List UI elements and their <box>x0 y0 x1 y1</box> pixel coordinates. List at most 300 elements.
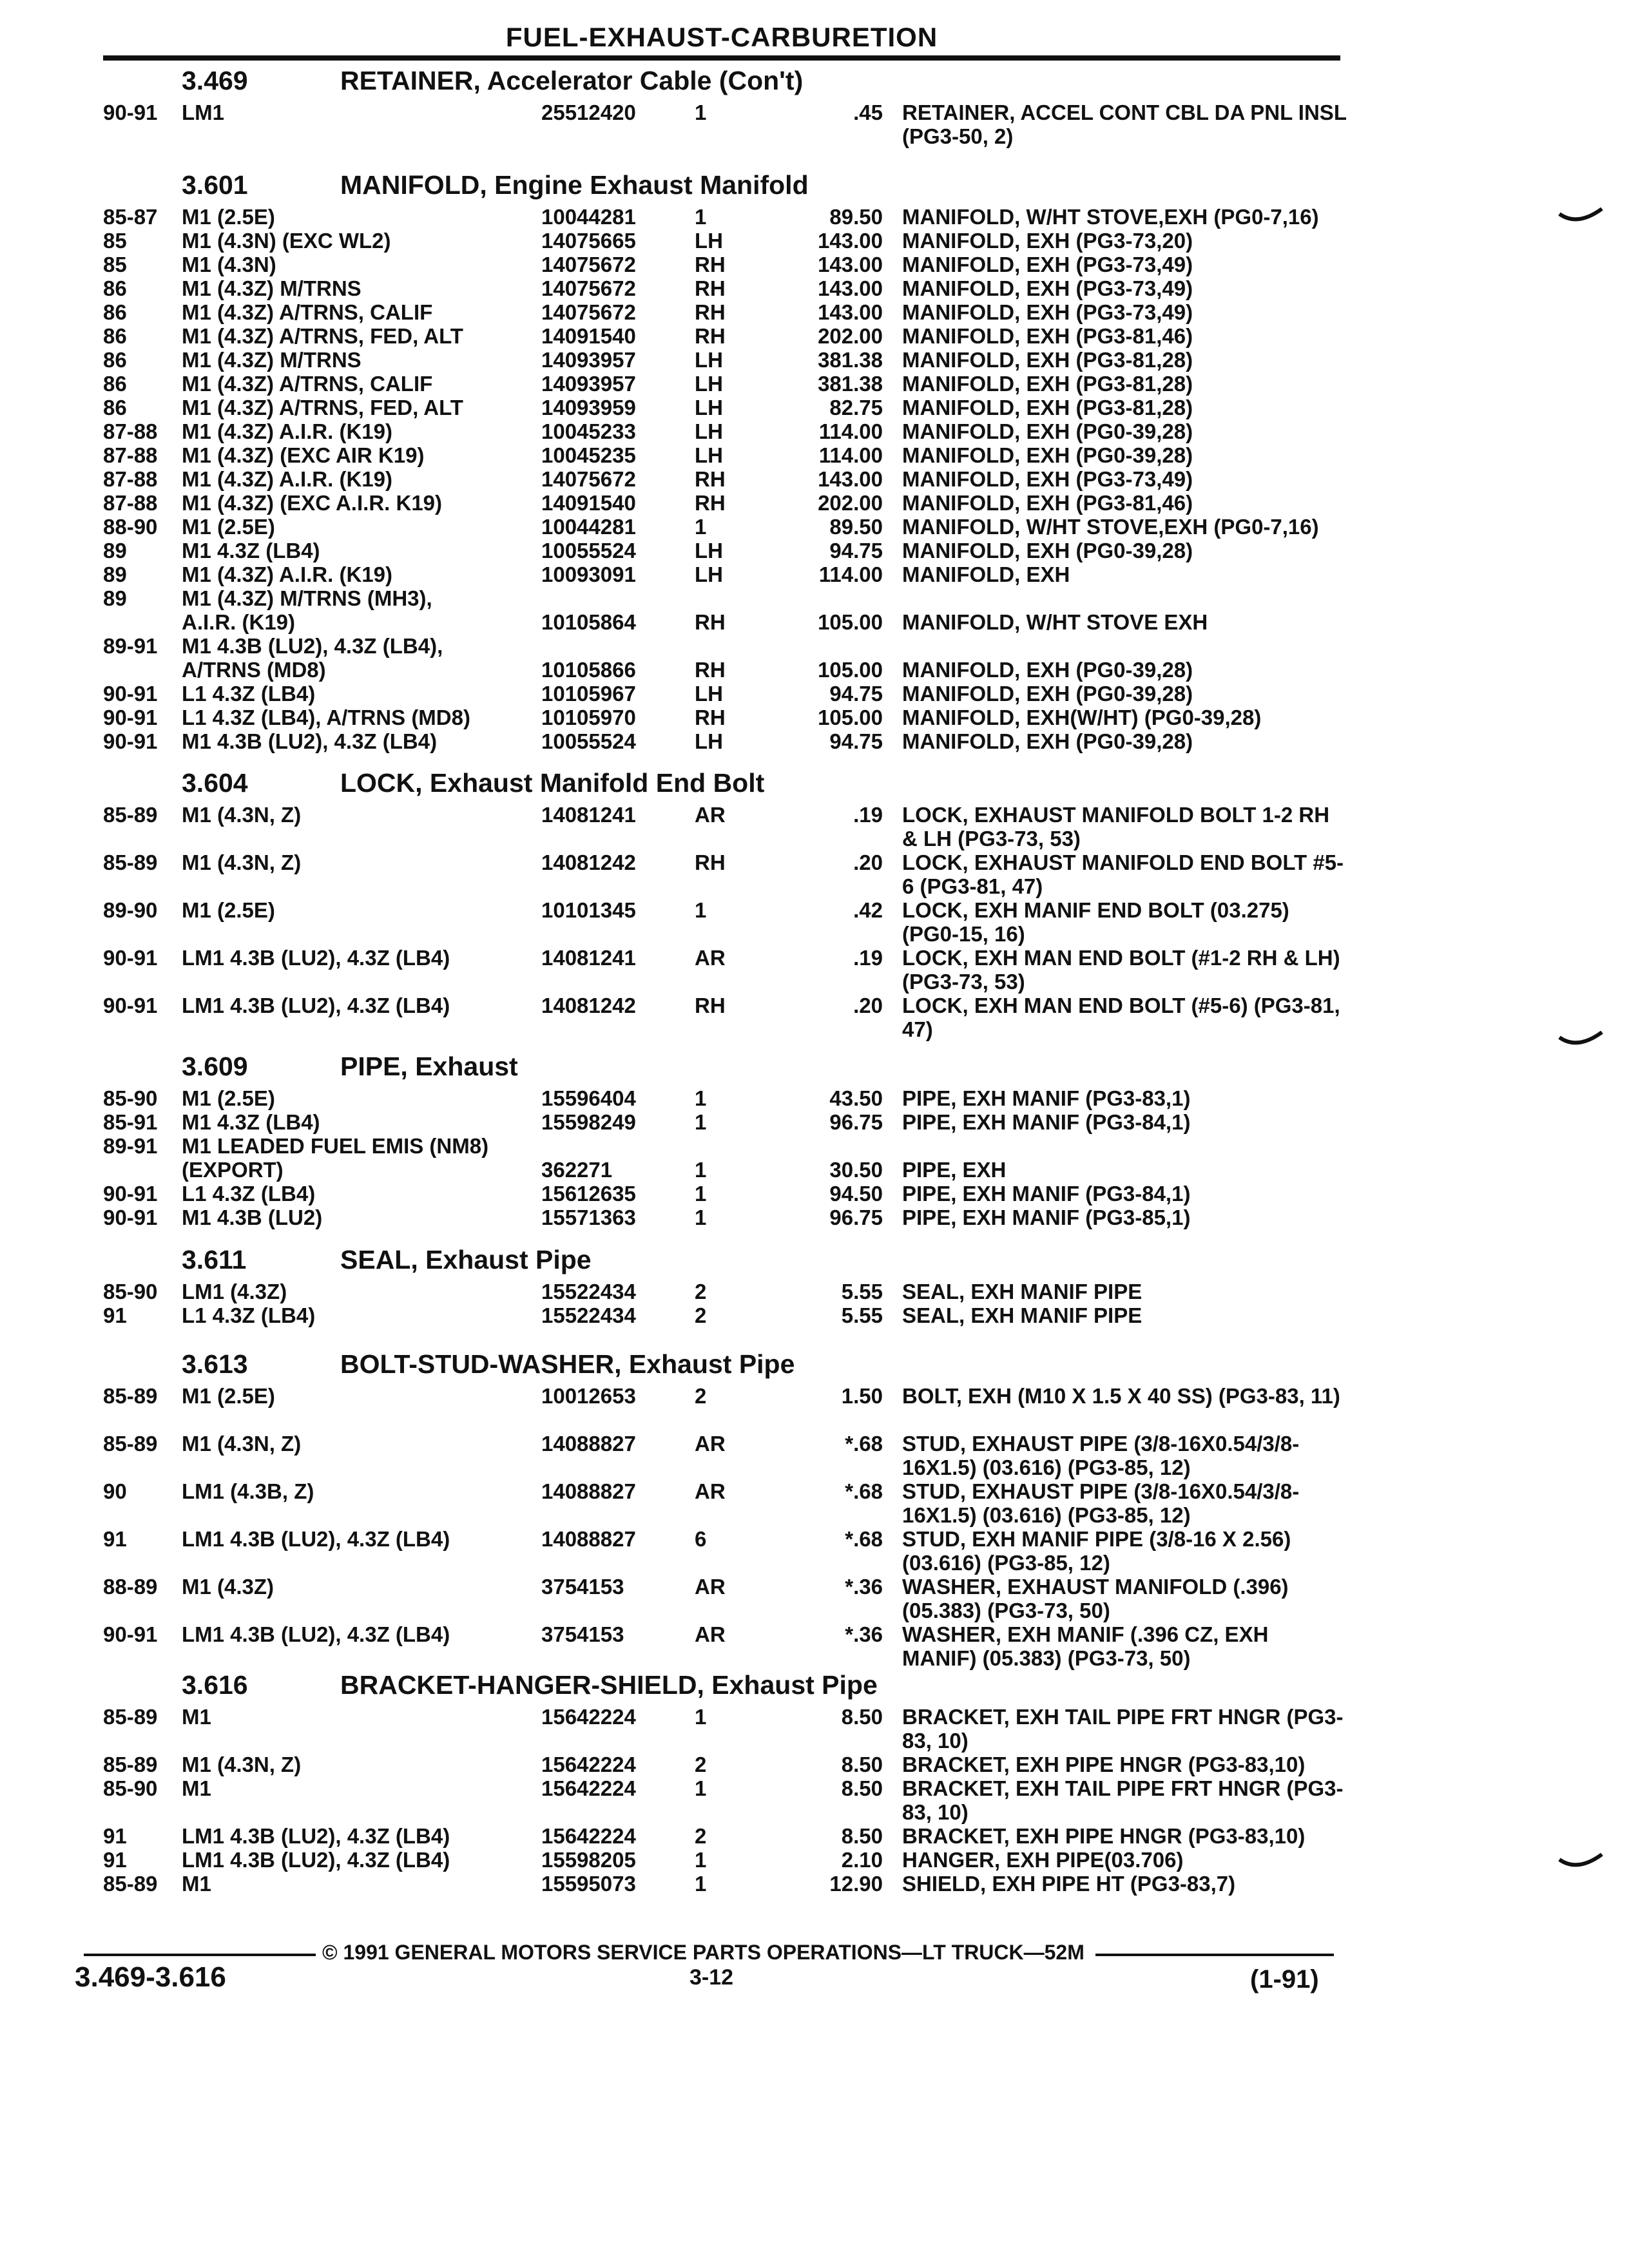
section-3-609 <box>103 1050 1347 1229</box>
quantity: AR <box>695 1479 726 1503</box>
model-application: M1 (4.3N, Z) <box>182 803 302 827</box>
part-row <box>103 205 1347 229</box>
price: .20 <box>853 994 883 1017</box>
part-number: 3754153 <box>541 1575 624 1599</box>
quantity: AR <box>695 1432 726 1456</box>
part-number: 10012653 <box>541 1384 636 1408</box>
model-application: M1 (4.3Z) M/TRNS (MH3), <box>182 586 432 610</box>
price: *.68 <box>845 1432 883 1456</box>
part-number: 14088827 <box>541 1479 636 1503</box>
model-years: 89-90 <box>103 898 158 922</box>
model-application: M1 (4.3N) <box>182 253 276 276</box>
price: *.68 <box>845 1479 883 1503</box>
price: 143.00 <box>818 229 883 253</box>
part-number: 15596404 <box>541 1086 636 1110</box>
price: 8.50 <box>841 1753 883 1776</box>
price: 202.00 <box>818 324 883 348</box>
section-3-616 <box>103 1669 1347 1896</box>
model-years: 85-87 <box>103 205 158 229</box>
price: 202.00 <box>818 491 883 515</box>
part-description: HANGER, EXH PIPE(03.706) <box>902 1848 1184 1872</box>
part-description: PIPE, EXH MANIF (PG3-84,1) <box>902 1110 1191 1134</box>
section-number: 3.613 <box>182 1349 248 1379</box>
quantity: RH <box>695 253 726 276</box>
quantity: 1 <box>695 898 707 922</box>
part-row <box>103 348 1347 372</box>
quantity: RH <box>695 467 726 491</box>
model-application: M1 4.3B (LU2) <box>182 1206 323 1229</box>
quantity: RH <box>695 300 726 324</box>
part-description: PIPE, EXH MANIF (PG3-83,1) <box>902 1086 1191 1110</box>
model-years: 90-91 <box>103 729 158 753</box>
part-number: 14093957 <box>541 348 636 372</box>
part-description: MANIFOLD, W/HT STOVE,EXH (PG0-7,16) <box>902 205 1319 229</box>
part-number: 10105970 <box>541 706 636 729</box>
part-description: LOCK, EXH MAN END BOLT (#1-2 RH & LH) (PG3-73, 53) <box>902 946 1340 994</box>
part-description: MANIFOLD, EXH (PG3-73,20) <box>902 229 1193 253</box>
part-number: 14075672 <box>541 253 636 276</box>
part-row <box>103 1432 1347 1479</box>
part-description: LOCK, EXHAUST MANIFOLD END BOLT #5-6 (PG3-81, 47) <box>902 850 1344 898</box>
section-number: 3.469 <box>182 66 248 95</box>
price: 30.50 <box>829 1158 883 1182</box>
part-row <box>103 1110 1347 1134</box>
part-description: MANIFOLD, EXH (PG3-81,28) <box>902 396 1193 419</box>
quantity: 1 <box>695 1086 707 1110</box>
part-description: MANIFOLD, EXH (PG3-81,28) <box>902 348 1193 372</box>
section-heading <box>103 64 1347 101</box>
quantity: RH <box>695 610 726 634</box>
model-application: M1 (4.3Z) A/TRNS, CALIF <box>182 372 433 396</box>
section-number: 3.616 <box>182 1670 248 1700</box>
part-number: 14075672 <box>541 276 636 300</box>
part-row <box>103 610 1347 634</box>
model-application: M1 <box>182 1872 211 1896</box>
part-row <box>103 1280 1347 1303</box>
part-number: 14075672 <box>541 300 636 324</box>
part-description: PIPE, EXH MANIF (PG3-84,1) <box>902 1182 1191 1206</box>
model-years: 88-90 <box>103 515 158 539</box>
model-years: 86 <box>103 372 127 396</box>
quantity: AR <box>695 803 726 827</box>
part-row <box>103 898 1347 946</box>
model-years: 86 <box>103 276 127 300</box>
quantity: 2 <box>695 1753 707 1776</box>
part-number: 10105967 <box>541 682 636 706</box>
footer-rule-right <box>1095 1954 1334 1956</box>
part-row <box>103 658 1347 682</box>
price: *.36 <box>845 1622 883 1646</box>
part-row <box>103 443 1347 467</box>
quantity: RH <box>695 276 726 300</box>
part-description: MANIFOLD, W/HT STOVE EXH <box>902 610 1208 634</box>
model-years: 89 <box>103 586 127 610</box>
quantity: RH <box>695 324 726 348</box>
part-row <box>103 1622 1347 1670</box>
model-years: 90-91 <box>103 1206 158 1229</box>
part-number: 15595073 <box>541 1872 636 1896</box>
price: 2.10 <box>841 1848 883 1872</box>
quantity: LH <box>695 396 723 419</box>
section-title: MANIFOLD, Engine Exhaust Manifold <box>340 170 809 200</box>
price: 105.00 <box>818 658 883 682</box>
section-title: LOCK, Exhaust Manifold End Bolt <box>340 768 765 798</box>
price: 94.50 <box>829 1182 883 1206</box>
price: 8.50 <box>841 1776 883 1800</box>
model-application: M1 (4.3Z) A.I.R. (K19) <box>182 562 392 586</box>
price: 82.75 <box>829 396 883 419</box>
part-row <box>103 1158 1347 1182</box>
model-application: M1 (4.3Z) A.I.R. (K19) <box>182 419 392 443</box>
quantity: 1 <box>695 515 707 539</box>
part-description: MANIFOLD, EXH (PG0-39,28) <box>902 419 1193 443</box>
part-number: 15522434 <box>541 1303 636 1327</box>
price: 143.00 <box>818 276 883 300</box>
quantity: 2 <box>695 1384 707 1408</box>
part-number: 14093957 <box>541 372 636 396</box>
price: 89.50 <box>829 205 883 229</box>
section-number: 3.611 <box>182 1245 247 1274</box>
part-number: 14088827 <box>541 1432 636 1456</box>
model-years: 85-89 <box>103 1753 158 1776</box>
model-years: 89-91 <box>103 634 158 658</box>
model-application: LM1 <box>182 101 224 124</box>
model-years: 90-91 <box>103 1622 158 1646</box>
quantity: RH <box>695 491 726 515</box>
check-mark-icon <box>1558 207 1603 223</box>
part-description: BRACKET, EXH TAIL PIPE FRT HNGR (PG3-83, 10) <box>902 1705 1344 1753</box>
price: 381.38 <box>818 372 883 396</box>
part-number: 15598205 <box>541 1848 636 1872</box>
part-row <box>103 706 1347 729</box>
part-description: LOCK, EXHAUST MANIFOLD BOLT 1-2 RH & LH (PG3-73, 53) <box>902 803 1330 850</box>
quantity: LH <box>695 443 723 467</box>
section-heading <box>103 1050 1347 1086</box>
quantity: 1 <box>695 1158 707 1182</box>
footer-section-range: 3.469-3.616 <box>75 1961 226 1993</box>
part-row <box>103 101 1347 148</box>
model-application: L1 4.3Z (LB4), A/TRNS (MD8) <box>182 706 470 729</box>
quantity: 1 <box>695 1872 707 1896</box>
model-years: 86 <box>103 300 127 324</box>
price: 143.00 <box>818 467 883 491</box>
model-application: LM1 4.3B (LU2), 4.3Z (LB4) <box>182 1824 450 1848</box>
model-years: 85-89 <box>103 803 158 827</box>
model-application: M1 (2.5E) <box>182 205 275 229</box>
model-years: 87-88 <box>103 443 158 467</box>
quantity: 1 <box>695 1705 707 1729</box>
part-number: 14088827 <box>541 1527 636 1551</box>
section-3-469 <box>103 64 1347 148</box>
price: 5.55 <box>841 1303 883 1327</box>
header-rule <box>103 55 1340 61</box>
model-years: 85 <box>103 253 127 276</box>
part-description: MANIFOLD, EXH(W/HT) (PG0-39,28) <box>902 706 1262 729</box>
part-row <box>103 467 1347 491</box>
model-application: M1 (4.3Z) A/TRNS, FED, ALT <box>182 324 463 348</box>
model-application: M1 (4.3Z) A.I.R. (K19) <box>182 467 392 491</box>
part-row <box>103 491 1347 515</box>
price: .42 <box>853 898 883 922</box>
part-description: BRACKET, EXH PIPE HNGR (PG3-83,10) <box>902 1753 1306 1776</box>
part-description: MANIFOLD, EXH (PG3-73,49) <box>902 276 1193 300</box>
model-application: M1 4.3B (LU2), 4.3Z (LB4), <box>182 634 443 658</box>
quantity: LH <box>695 539 723 562</box>
quantity: LH <box>695 729 723 753</box>
part-row <box>103 1086 1347 1110</box>
quantity: LH <box>695 372 723 396</box>
quantity: 1 <box>695 101 707 124</box>
model-years: 85-90 <box>103 1280 158 1303</box>
model-years: 85-89 <box>103 1872 158 1896</box>
price: 1.50 <box>841 1384 883 1408</box>
part-number: 10044281 <box>541 205 636 229</box>
footer-copyright: © 1991 GENERAL MOTORS SERVICE PARTS OPERATIONS—LT TRUCK—52M <box>322 1941 1084 1964</box>
part-description: STUD, EXHAUST PIPE (3/8-16X0.54/3/8-16X1.5) (03.616) (PG3-85, 12) <box>902 1479 1300 1527</box>
model-years: 89 <box>103 539 127 562</box>
part-description: MANIFOLD, EXH (PG0-39,28) <box>902 539 1193 562</box>
part-number: 14081241 <box>541 803 636 827</box>
model-application: M1 (2.5E) <box>182 1384 275 1408</box>
model-application: M1 <box>182 1705 211 1729</box>
part-row <box>103 539 1347 562</box>
part-number: 14093959 <box>541 396 636 419</box>
model-years: 91 <box>103 1527 127 1551</box>
price: 114.00 <box>818 419 883 443</box>
quantity: AR <box>695 946 726 970</box>
model-application: A/TRNS (MD8) <box>182 658 326 682</box>
part-description: SEAL, EXH MANIF PIPE <box>902 1280 1142 1303</box>
quantity: LH <box>695 562 723 586</box>
quantity: LH <box>695 682 723 706</box>
model-application: M1 (4.3Z) A/TRNS, FED, ALT <box>182 396 463 419</box>
model-years: 89-91 <box>103 1134 158 1158</box>
part-number: 15598249 <box>541 1110 636 1134</box>
model-application: L1 4.3Z (LB4) <box>182 1182 316 1206</box>
part-row <box>103 1575 1347 1622</box>
part-row <box>103 276 1347 300</box>
section-3-613 <box>103 1348 1347 1670</box>
part-row <box>103 682 1347 706</box>
part-description: MANIFOLD, EXH (PG0-39,28) <box>902 682 1193 706</box>
part-number: 14081242 <box>541 850 636 874</box>
model-application: L1 4.3Z (LB4) <box>182 1303 316 1327</box>
part-row <box>103 994 1347 1041</box>
section-title: PIPE, Exhaust <box>340 1052 518 1081</box>
price: .45 <box>853 101 883 124</box>
quantity: AR <box>695 1575 726 1599</box>
part-row <box>103 1206 1347 1229</box>
section-title: BRACKET-HANGER-SHIELD, Exhaust Pipe <box>340 1670 878 1700</box>
part-description: MANIFOLD, EXH (PG0-39,28) <box>902 729 1193 753</box>
part-row <box>103 1303 1347 1327</box>
section-3-604 <box>103 767 1347 1041</box>
quantity: RH <box>695 850 726 874</box>
price: 12.90 <box>829 1872 883 1896</box>
price: 114.00 <box>818 562 883 586</box>
model-application: M1 4.3Z (LB4) <box>182 539 320 562</box>
part-number: 15612635 <box>541 1182 636 1206</box>
quantity: 2 <box>695 1824 707 1848</box>
model-years: 85-89 <box>103 1432 158 1456</box>
model-application: LM1 4.3B (LU2), 4.3Z (LB4) <box>182 1527 450 1551</box>
part-row <box>103 300 1347 324</box>
model-application: M1 (4.3N, Z) <box>182 1432 302 1456</box>
part-description: MANIFOLD, EXH (PG3-81,46) <box>902 491 1193 515</box>
part-row <box>103 1527 1347 1575</box>
model-application: LM1 4.3B (LU2), 4.3Z (LB4) <box>182 1622 450 1646</box>
section-heading <box>103 1348 1347 1384</box>
model-application: M1 (4.3Z) A/TRNS, CALIF <box>182 300 433 324</box>
part-row <box>103 1479 1347 1527</box>
part-description: RETAINER, ACCEL CONT CBL DA PNL INSL (PG3-50, 2) <box>902 101 1347 148</box>
part-row <box>103 562 1347 586</box>
model-years: 85-89 <box>103 850 158 874</box>
quantity: LH <box>695 229 723 253</box>
quantity: 1 <box>695 1776 707 1800</box>
part-number: 14091540 <box>541 491 636 515</box>
part-number: 14075672 <box>541 467 636 491</box>
model-application: M1 (4.3Z) M/TRNS <box>182 348 361 372</box>
model-application: LM1 4.3B (LU2), 4.3Z (LB4) <box>182 994 450 1017</box>
part-description: MANIFOLD, EXH (PG3-81,28) <box>902 372 1193 396</box>
part-row <box>103 324 1347 348</box>
model-application: M1 (4.3N, Z) <box>182 1753 302 1776</box>
model-years: 90-91 <box>103 994 158 1017</box>
part-number: 15642224 <box>541 1824 636 1848</box>
part-number: 10055524 <box>541 729 636 753</box>
price: .19 <box>853 803 883 827</box>
model-years: 85-89 <box>103 1384 158 1408</box>
part-description: WASHER, EXHAUST MANIFOLD (.396) (05.383) (PG3-73, 50) <box>902 1575 1289 1622</box>
model-application: M1 (2.5E) <box>182 515 275 539</box>
price: 89.50 <box>829 515 883 539</box>
part-number: 10044281 <box>541 515 636 539</box>
price: *.36 <box>845 1575 883 1599</box>
quantity: 1 <box>695 1182 707 1206</box>
footer-page-number: 3-12 <box>689 1965 734 1990</box>
part-description: SHIELD, EXH PIPE HT (PG3-83,7) <box>902 1872 1236 1896</box>
part-number: 15522434 <box>541 1280 636 1303</box>
model-years: 86 <box>103 324 127 348</box>
model-years: 88-89 <box>103 1575 158 1599</box>
section-heading <box>103 1669 1347 1705</box>
part-number: 14091540 <box>541 324 636 348</box>
model-years: 85-89 <box>103 1705 158 1729</box>
part-number: 10093091 <box>541 562 636 586</box>
part-row <box>103 803 1347 850</box>
part-number: 10045235 <box>541 443 636 467</box>
part-description: MANIFOLD, EXH (PG3-81,46) <box>902 324 1193 348</box>
model-application: LM1 (4.3B, Z) <box>182 1479 314 1503</box>
price: 8.50 <box>841 1705 883 1729</box>
part-row <box>103 850 1347 898</box>
part-number: 10105864 <box>541 610 636 634</box>
part-description: BRACKET, EXH PIPE HNGR (PG3-83,10) <box>902 1824 1306 1848</box>
part-description: MANIFOLD, EXH (PG0-39,28) <box>902 658 1193 682</box>
quantity: 1 <box>695 1110 707 1134</box>
price: 94.75 <box>829 539 883 562</box>
part-description: MANIFOLD, W/HT STOVE,EXH (PG0-7,16) <box>902 515 1319 539</box>
part-description: MANIFOLD, EXH <box>902 562 1070 586</box>
part-row <box>103 253 1347 276</box>
quantity: 1 <box>695 1206 707 1229</box>
model-years: 87-88 <box>103 419 158 443</box>
part-number: 362271 <box>541 1158 613 1182</box>
price: *.68 <box>845 1527 883 1551</box>
part-number: 15642224 <box>541 1753 636 1776</box>
part-description: MANIFOLD, EXH (PG0-39,28) <box>902 443 1193 467</box>
part-row <box>103 372 1347 396</box>
part-row <box>103 946 1347 994</box>
model-application: M1 LEADED FUEL EMIS (NM8) <box>182 1134 489 1158</box>
part-row <box>103 1776 1347 1824</box>
part-row <box>103 515 1347 539</box>
part-description: LOCK, EXH MANIF END BOLT (03.275) (PG0-15, 16) <box>902 898 1289 946</box>
part-number: 14081241 <box>541 946 636 970</box>
part-description: BRACKET, EXH TAIL PIPE FRT HNGR (PG3-83, 10) <box>902 1776 1344 1824</box>
model-years: 86 <box>103 396 127 419</box>
part-description: SEAL, EXH MANIF PIPE <box>902 1303 1142 1327</box>
price: 143.00 <box>818 300 883 324</box>
part-number: 3754153 <box>541 1622 624 1646</box>
price: 94.75 <box>829 729 883 753</box>
model-application: LM1 4.3B (LU2), 4.3Z (LB4) <box>182 946 450 970</box>
model-years: 89 <box>103 562 127 586</box>
model-years: 86 <box>103 348 127 372</box>
part-description: WASHER, EXH MANIF (.396 CZ, EXH MANIF) (05.383) (PG3-73, 50) <box>902 1622 1269 1670</box>
model-years: 91 <box>103 1824 127 1848</box>
model-application: LM1 (4.3Z) <box>182 1280 287 1303</box>
price: 96.75 <box>829 1110 883 1134</box>
section-3-601 <box>103 169 1347 753</box>
part-description: MANIFOLD, EXH (PG3-73,49) <box>902 300 1193 324</box>
quantity: 1 <box>695 1848 707 1872</box>
quantity: RH <box>695 994 726 1017</box>
model-application: M1 (2.5E) <box>182 898 275 922</box>
part-number: 15642224 <box>541 1776 636 1800</box>
section-title: RETAINER, Accelerator Cable (Con't) <box>340 66 804 95</box>
model-years: 90-91 <box>103 682 158 706</box>
price: 96.75 <box>829 1206 883 1229</box>
quantity: LH <box>695 419 723 443</box>
model-application: LM1 4.3B (LU2), 4.3Z (LB4) <box>182 1848 450 1872</box>
section-heading <box>103 1244 1347 1280</box>
part-row <box>103 1182 1347 1206</box>
part-description: STUD, EXHAUST PIPE (3/8-16X0.54/3/8-16X1.5) (03.616) (PG3-85, 12) <box>902 1432 1300 1479</box>
part-number: 10045233 <box>541 419 636 443</box>
model-years: 90-91 <box>103 946 158 970</box>
model-years: 85 <box>103 229 127 253</box>
part-row <box>103 1848 1347 1872</box>
part-row <box>103 1872 1347 1896</box>
part-description: STUD, EXH MANIF PIPE (3/8-16 X 2.56) (03.616) (PG3-85, 12) <box>902 1527 1291 1575</box>
quantity: 6 <box>695 1527 707 1551</box>
price: 114.00 <box>818 443 883 467</box>
model-years: 90 <box>103 1479 127 1503</box>
model-application: M1 (4.3Z) (EXC AIR K19) <box>182 443 425 467</box>
price: 105.00 <box>818 610 883 634</box>
part-number: 14075665 <box>541 229 636 253</box>
part-description: MANIFOLD, EXH (PG3-73,49) <box>902 253 1193 276</box>
model-years: 85-90 <box>103 1776 158 1800</box>
quantity: RH <box>695 706 726 729</box>
part-number: 15642224 <box>541 1705 636 1729</box>
part-row <box>103 1134 1347 1158</box>
part-description: PIPE, EXH MANIF (PG3-85,1) <box>902 1206 1191 1229</box>
check-mark-icon <box>1558 1853 1603 1869</box>
footer-rule-left <box>84 1954 316 1956</box>
